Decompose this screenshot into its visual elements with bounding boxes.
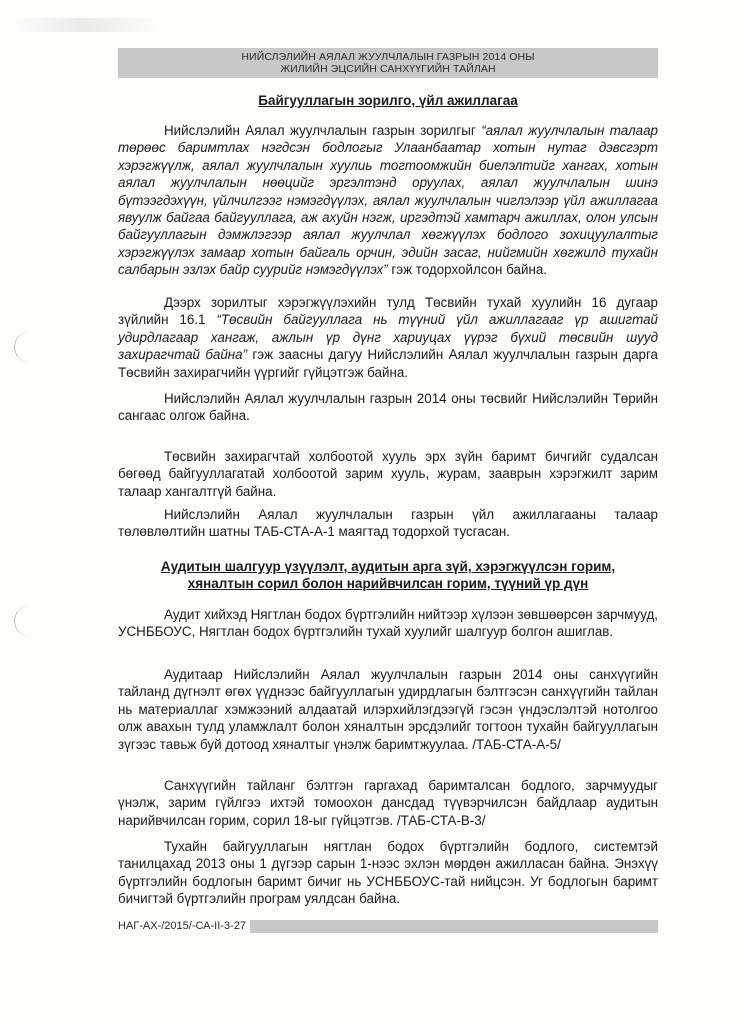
- section-1-paragraph-2: [118, 294, 658, 381]
- section-1-paragraph-4: Төсвийн захирагчтай холбоотой хууль эрх зүйн баримт бичгийг судалсан бөгөөд байгууллагатай холбоотой зарим хууль, журам, зааврын хэрэгжилт зарим талаар хангалтгүй байна.: [118, 449, 658, 499]
- punch-hole-mark: [14, 332, 35, 362]
- section-2-title-line-2: хяналтын сорил болон нарийвчилсан горим, түүний үр дүн: [187, 576, 589, 591]
- section-1-paragraph-1: [118, 122, 658, 279]
- report-header-line-1: НИЙСЛЭЛИЙН АЯЛАЛ ЖУУЛЧЛАЛЫН ГАЗРЫН 2014 ОНЫ: [241, 51, 535, 63]
- section-2-paragraph-4: Тухайн байгууллагын нягтлан бодох бүртгэлийн бодлого, системтэй танилцахад 2013 оны 1 дүгээр сарын 1-нээс эхлэн мөрдөн ажилласан байна. Энэхүү бүртгэлийн бодлогын баримт бичиг нь УСНББОУС-тай нийцсэн. Уг бодлогын баримт бичигтэй бүртгэлийн програм уялдсан байна.: [118, 839, 658, 907]
- paragraph-quote: “Төсвийн байгууллага нь түүний үйл ажиллагааг үр ашигтай удирдлагаар хангаж, ажлын үр дүнг хариуцах үүрэг бүхий төсвийн шууд захирагчтай байна”: [118, 312, 658, 363]
- punch-hole-mark: [14, 606, 35, 636]
- paragraph-quote: “аялал жуулчлалын талаар төрөөс баримтлах нэгдсэн бодлогыг Улаанбаатар хотын нутаг дэвсгэрт хэрэгжүүлж, аялал жуулчлалын хуулиь тогтоомжийн биелэлтийг хангах, хотын аялал жуулчлалын нөөцийг эргэлтэнд оруулах, аялал жуулчлалын шинэ бүтээгдэхүүн, үйлчилгээг нэмэгдүүлэх, аялал жуулчлалын чиглэлээр үйл ажиллагаа явуулж байгаа байгууллага, аж ахуйн нэгж, иргэдтэй хамтарч ажиллах, олон улсын байгууллагын дэмжлэгээр аялал жуулчлал хөгжүүлэх бодлого зохицуулалтыг хэрэгжүүлэх замаар хотын байгаль орчин, эдийн засаг, нийгмийн хөгжилд тухайн салбарын эзлэх байр суурийг нэмэгдүүлэх”: [118, 123, 658, 278]
- report-header-line-2: ЖИЛИЙН ЭЦСИЙН САНХҮҮГИЙН ТАЙЛАН: [280, 63, 496, 75]
- section-2-paragraph-1: Аудит хийхэд Нягтлан бодох бүртгэлийн нийтээр хүлээн зөвшөөрсөн зарчмууд, УСНББОУС, Нягтлан бодох бүртгэлийн тухай хуулийг шалгуур болгон ашиглав.: [118, 607, 658, 640]
- paragraph-lead: Дээрх зорилтыг хэрэгжүүлэхийн тулд Төсвийн тухай хуулийн 16 дугаар зүйлийн 16.1: [118, 295, 658, 328]
- footer-document-code: НАГ-АХ-/2015/-СА-II-3-27: [118, 918, 250, 934]
- scan-smudge: [10, 18, 160, 32]
- report-header: [118, 48, 658, 78]
- section-2-title-line-1: Аудитын шалгуур үзүүлэлт, аудитын арга зүй, хэрэгжүүлсэн горим,: [160, 559, 616, 574]
- paragraph-tail: гэж тодорхойлсон байна.: [387, 262, 548, 278]
- paragraph-lead: Нийслэлийн Аялал жуулчлалын газрын зорилгыг: [164, 123, 482, 138]
- section-1-paragraph-3: Нийслэлийн Аялал жуулчлалын газрын 2014 оны төсвийг Нийслэлийн Төрийн сангаас олгож байна.: [118, 391, 658, 424]
- section-2-paragraph-3: Санхүүгийн тайланг бэлтгэн гаргахад баримталсан бодлого, зарчмуудыг үнэлж, зарим гүйлгээ ихтэй томоохон дансдад түүвэрчилсэн байдлаар аудитын нарийвчилсан горим, сорил 18-ыг гүйцэтгэв. /ТАБ-СТА-В-3/: [118, 778, 658, 828]
- section-1-title: Байгууллагын зорилго, үйл ажиллагаа: [258, 93, 518, 108]
- paragraph-tail: гэж заасны дагуу Нийслэлийн Аялал жуулчлалын газрын дарга Төсвийн захирагчийн үүргийг гүйцэтгэж байна.: [118, 347, 658, 380]
- section-1-paragraph-5: Нийслэлийн Аялал жуулчлалын газрын үйл ажиллагааны талаар төлөвлөлтийн шатны ТАБ-СТА-А-1 маягтад тодорхой тусгасан.: [118, 507, 658, 540]
- section-2-title: [118, 558, 658, 592]
- section-2-paragraph-2: Аудитаар Нийслэлийн Аялал жуулчлалын газрын 2014 оны санхүүгийн тайланд дүгнэлт өгөх үүднээс байгууллагын удирдлагын бэлтгэсэн санхүүгийн тайлан нь материаллаг хэмжээний алдаатай илэрхийлэгдээгүй гэсэн үндэслэлтэй нотолгоо олж авахын тулд уламжлалт болон хяналтын эрсдэлийг тогтоон тухайн байгууллагын зүгээс тавьж буй дотоод хяналтыг үнэлж баримтжуулаа. /ТАБ-СТА-А-5/: [118, 667, 658, 752]
